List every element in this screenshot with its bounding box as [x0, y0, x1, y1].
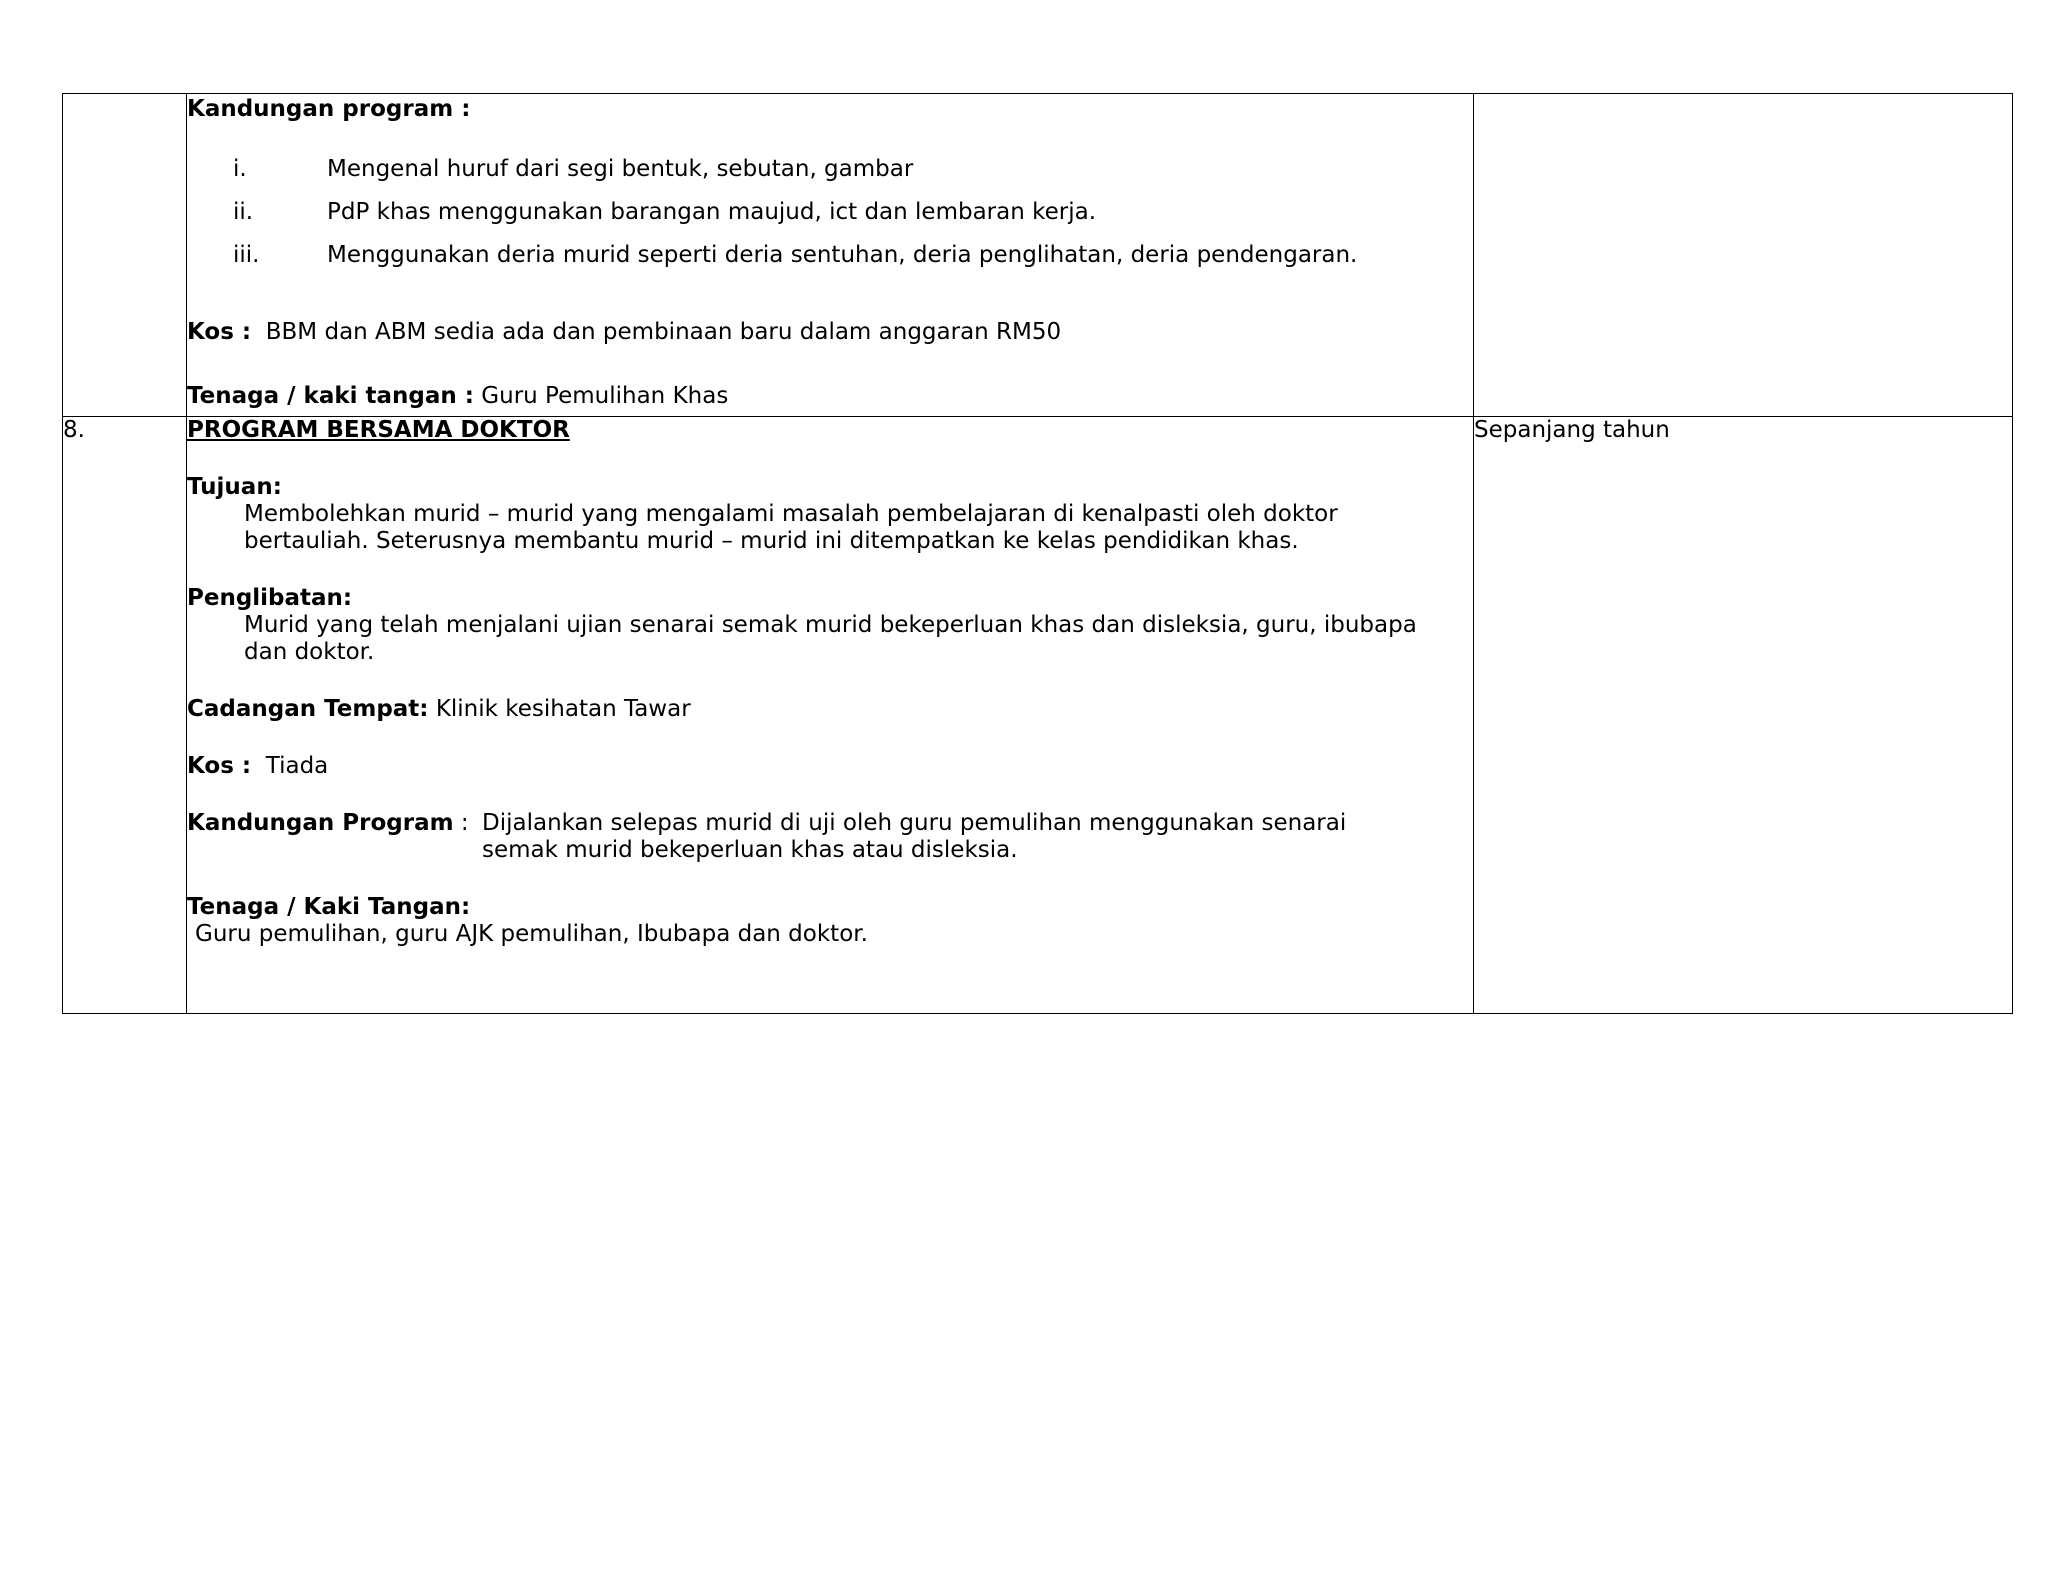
tujuan-label: Tujuan:: [187, 474, 282, 500]
tenaga-section: [187, 894, 1473, 948]
timing-cell: [1474, 417, 2013, 1014]
kandungan-row: [187, 810, 1473, 864]
kos-value: Tiada: [265, 753, 329, 779]
program-content-cell: [187, 94, 1474, 417]
list-item-text: Mengenal huruf dari segi bentuk, sebutan, gambar: [327, 156, 914, 182]
row-number-cell: [63, 417, 187, 1014]
tujuan-text-line: bertauliah. Seterusnya membantu murid – murid ini ditempatkan ke kelas pendidikan khas.: [244, 528, 1299, 554]
list-item: [187, 242, 1473, 285]
program-table: [62, 93, 2013, 1014]
program-content-cell: [187, 417, 1474, 1014]
list-item-text: Menggunakan deria murid seperti deria sentuhan, deria penglihatan, deria pendengaran.: [327, 242, 1358, 268]
row-number: 8.: [63, 417, 85, 443]
content-list: [187, 156, 1473, 285]
list-item: [187, 156, 1473, 199]
kandungan-separator: :: [460, 810, 469, 836]
tenaga-line: [187, 383, 1473, 410]
tempat-value: Klinik kesihatan Tawar: [435, 696, 691, 722]
kos-line: [187, 319, 1473, 346]
kos-label: Kos :: [187, 319, 252, 345]
kandungan-label: Kandungan Program: [187, 810, 454, 836]
list-item-number: ii.: [233, 199, 254, 225]
penglibatan-section: [187, 585, 1473, 666]
kandungan-text-line: Dijalankan selepas murid di uji oleh guru pemulihan menggunakan senarai: [482, 810, 1347, 836]
kandungan-label-wrap: [187, 810, 482, 864]
tenaga-value: Guru Pemulihan Khas: [481, 383, 729, 409]
kandungan-program-section: [187, 810, 1473, 864]
kos-line: [187, 753, 1473, 780]
kandungan-program-title: Kandungan program :: [187, 96, 471, 122]
kos-label: Kos :: [187, 753, 252, 779]
tempat-label: Cadangan Tempat:: [187, 696, 429, 722]
penglibatan-label: Penglibatan:: [187, 585, 353, 611]
kandungan-text-line: semak murid bekeperluan khas atau disleksia.: [482, 837, 1018, 863]
tenaga-label: Tenaga / kaki tangan :: [187, 383, 474, 409]
table-row: [63, 417, 2013, 1014]
penglibatan-text-line: dan doktor.: [244, 639, 375, 665]
list-item: [187, 199, 1473, 242]
kos-value: BBM dan ABM sedia ada dan pembinaan baru dalam anggaran RM50: [265, 319, 1062, 345]
tenaga-value: Guru pemulihan, guru AJK pemulihan, Ibubapa dan doktor.: [195, 921, 868, 947]
timing-cell: [1474, 94, 2013, 417]
tujuan-section: [187, 474, 1473, 555]
row-number-cell: [63, 94, 187, 417]
table-row: [63, 94, 2013, 417]
kandungan-text: [482, 810, 1473, 864]
timing-text: Sepanjang tahun: [1474, 417, 1670, 443]
penglibatan-text-line: Murid yang telah menjalani ujian senarai semak murid bekeperluan khas dan disleksia, guru, ibubapa: [244, 612, 1417, 638]
list-item-text: PdP khas menggunakan barangan maujud, ict dan lembaran kerja.: [327, 199, 1097, 225]
list-item-number: i.: [233, 156, 247, 182]
tenaga-label: Tenaga / Kaki Tangan:: [187, 894, 471, 920]
tujuan-text-line: Membolehkan murid – murid yang mengalami masalah pembelajaran di kenalpasti oleh doktor: [244, 501, 1338, 527]
list-item-number: iii.: [233, 242, 260, 268]
tempat-line: [187, 696, 1473, 723]
program-heading: PROGRAM BERSAMA DOKTOR: [187, 417, 570, 443]
